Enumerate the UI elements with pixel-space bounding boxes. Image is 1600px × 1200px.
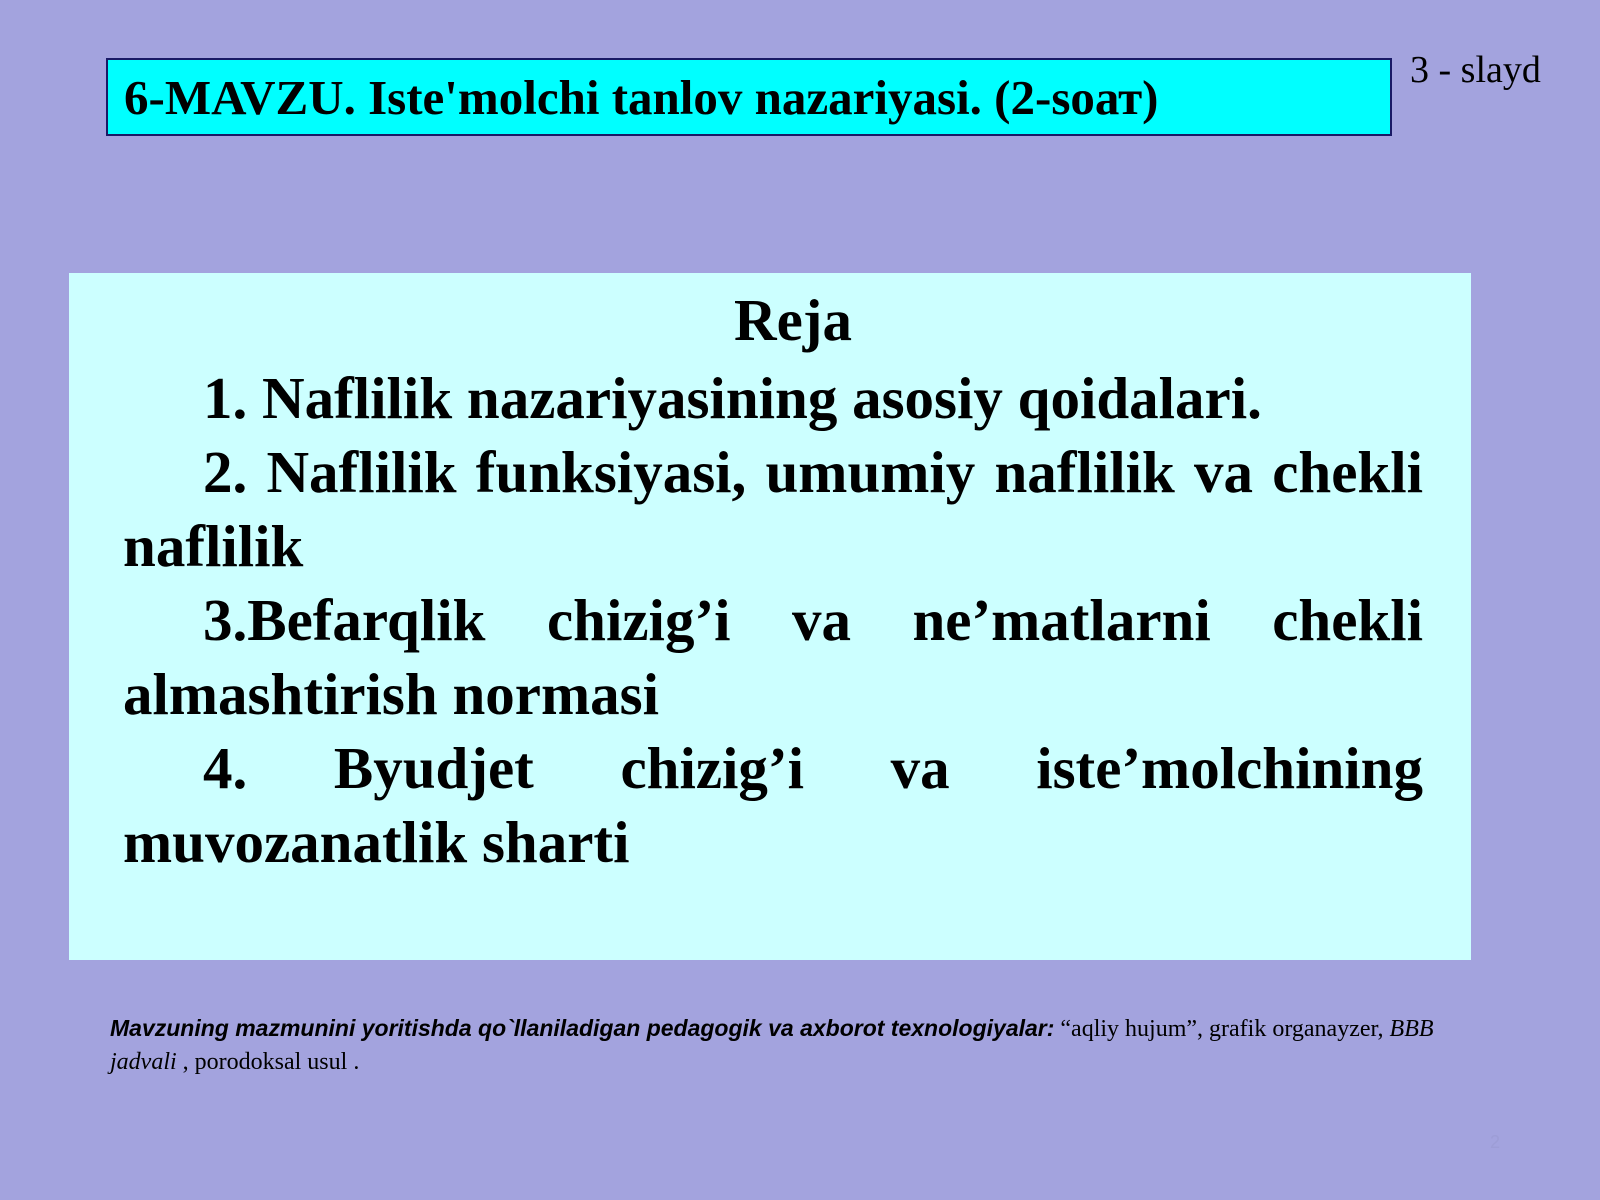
technologies-note-label: Mavzuning mazmunini yoritishda qo`llaniladigan pedagogik va axborot texnologiyalar: <box>110 1015 1055 1041</box>
plan-item-1: 1. Naflilik nazariyasining asosiy qoidalari. <box>203 365 1262 431</box>
plan-item-3: 3.Befarqlik chizig’i va ne’matlarni chekli almashtirish normasi <box>123 587 1423 727</box>
technologies-note-italic: BBB jadvali <box>110 1016 1434 1075</box>
technologies-note <box>110 1012 1450 1079</box>
plan-list <box>123 361 1423 879</box>
page-number: 2 <box>1490 1132 1501 1152</box>
plan-panel <box>69 273 1471 960</box>
plan-item-2: 2. Naflilik funksiyasi, umumiy naflilik va chekli naflilik <box>123 439 1423 579</box>
technologies-note-text-end: , porodoksal usul . <box>182 1049 360 1075</box>
topic-title: 6-MAVZU. Iste'molchi tanlov nazariyasi. (2-soат) <box>124 69 1159 125</box>
technologies-note-text: “aqliy hujum”, grafik organayzer, <box>1060 1016 1384 1042</box>
plan-heading: Reja <box>734 287 852 353</box>
topic-title-box <box>106 58 1392 136</box>
plan-item-4: 4. Byudjet chizig’i va iste’molchining muvozanatlik sharti <box>123 735 1423 875</box>
slide-number-label: 3 - slayd <box>1410 49 1541 91</box>
